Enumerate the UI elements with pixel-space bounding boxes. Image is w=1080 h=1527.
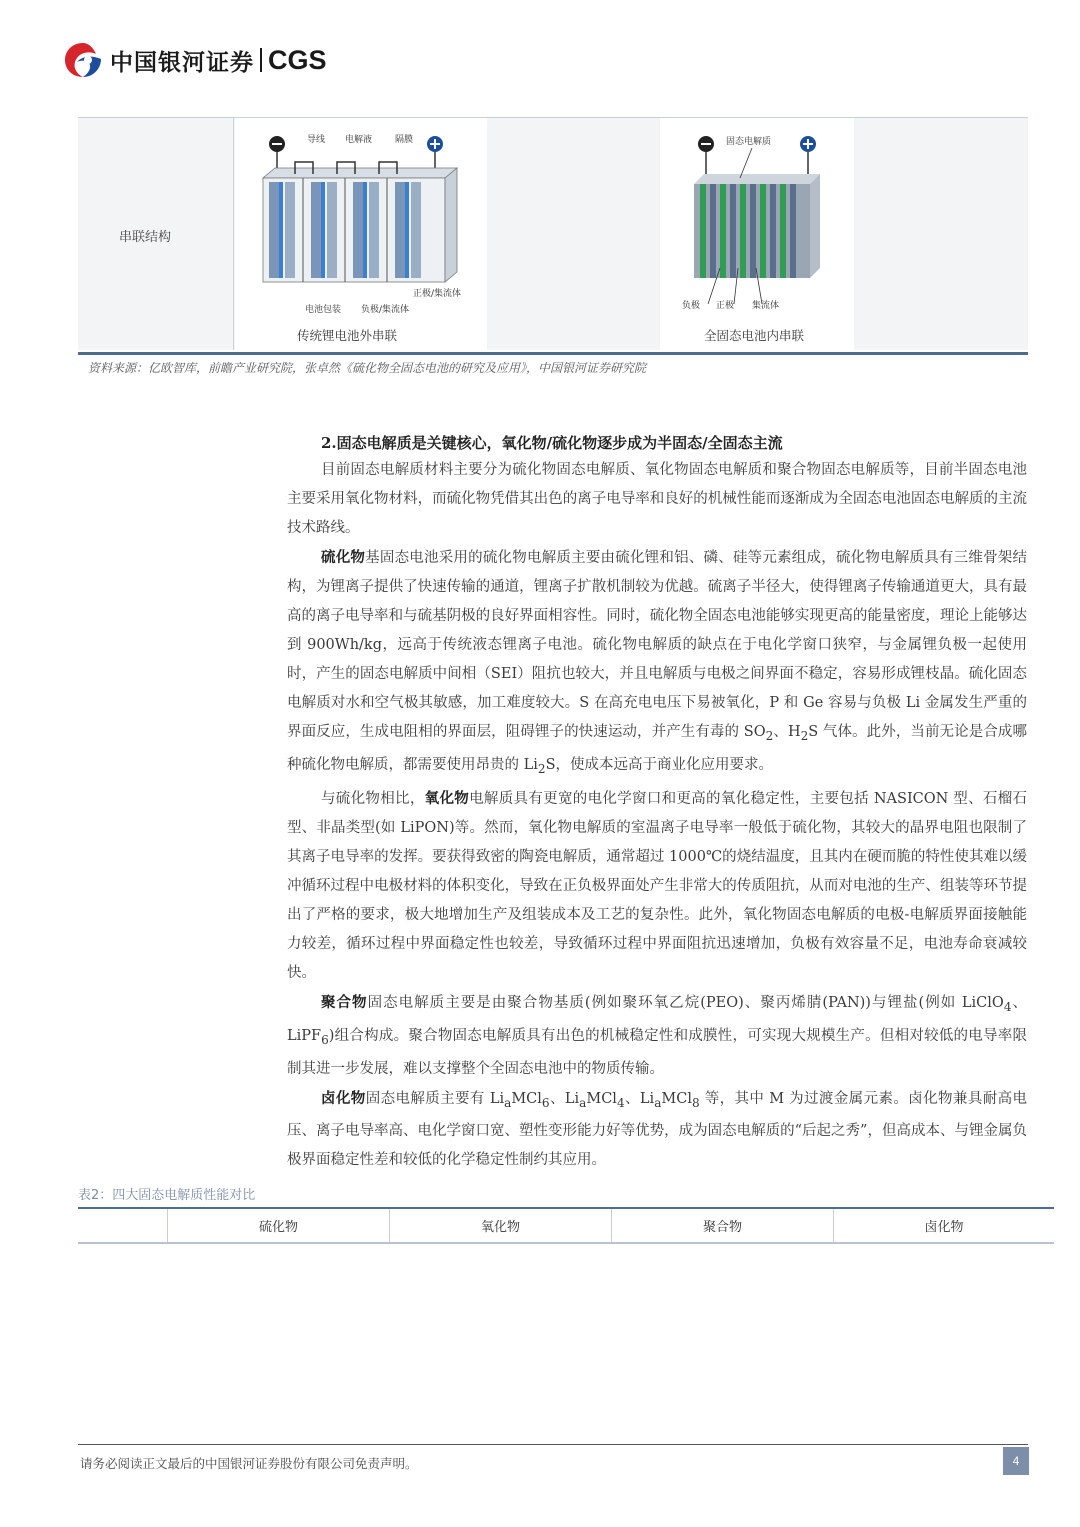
label-current-collector: 集流体 [752, 301, 780, 311]
label-solid-electrolyte: 固态电解质 [726, 137, 772, 147]
logo-chinese-text: 中国银河证券 [110, 49, 254, 76]
solid-state-battery-diagram [660, 118, 854, 350]
footer-divider [78, 1444, 1028, 1445]
figure-row-label-cell [78, 118, 233, 350]
right-diagram-caption: 全固态电池内串联 [704, 328, 805, 343]
label-anode: 负极 [682, 301, 701, 311]
paragraph-intro: 目前固态电解质材料主要分为硫化物固态电解质、氧化物固态电解质和聚合物固态电解质等，目前半固态电池主要采用氧化物材料，而硫化物凭借其出色的离子电导率和良好的机械性能而逐渐成为全固态电池固态电解质的主流技术路线。 [287, 462, 1027, 536]
label-wire: 导线 [307, 135, 326, 145]
label-electrolyte: 电解液 [345, 135, 373, 145]
section-body [287, 456, 1027, 1175]
section-heading: 2.固态电解质是关键核心，氧化物/硫化物逐步成为半固态/全固态主流 [321, 434, 783, 452]
paragraph-polymer: 聚合物固态电解质主要是由聚合物基质(例如聚环氧乙烷(PEO)、聚丙烯腈(PAN))与锂盐(例如 LiClO$_4$、LiPF$_6$)组合构成。聚合物固态电解质具有出色的机械稳定性和成膜性，可实现大规模生产。但相对较低的电导率限制其进一步发展，难以支撑整个全固态电池中的物质传输。 [287, 993, 1028, 1077]
comparison-table-header [78, 1207, 1054, 1244]
label-anode-collector: 负极/集流体 [361, 305, 410, 315]
paragraph-oxide: 与硫化物相比，氧化物电解质具有更宽的电化学窗口和更高的氧化稳定性，主要包括 NASICON 型、石榴石型、非晶类型(如 LiPON)等。然而，氧化物电解质的室温离子电导率一般低于硫化物，其较大的晶界电阻也限制了其离子电导率的发挥。要获得致密的陶瓷电解质，通常超过 1000℃的烧结温度，且其内在硬而脆的特性使其难以缓冲循环过程中电极材料的体积变化，导致在正负极界面处产生非常大的传质阻抗，从而对电池的生产、组装等环节提出了严格的要求，极大地增加生产及组装成本及工艺的复杂性。此外，氧化物固态电解质的电极-电解质界面接触能力较差，循环过程中界面稳定性也较差，导致循环过程中界面阻抗迅速增加，负极有效容量不足，电池寿命衰减较快。 [287, 789, 1028, 981]
label-package: 电池包装 [305, 305, 342, 315]
paragraph-halide: 卤化物固态电解质主要有 $Li_aMCl_6$、$Li_aMCl_4$、$Li_aMCl_8$ 等，其中 M 为过渡金属元素。卤化物兼具耐高电压、离子电导率高、电化学窗口宽、塑性变形能力好等优势，成为固态电解质的“后起之秀”，但高成本、与锂金属负极界面稳定性差和较低的化学稳定性制约其应用。 [287, 1089, 1027, 1169]
figure-divider [233, 118, 234, 350]
table-header-cell: 卤化物 [924, 1220, 964, 1235]
label-cathode-collector: 正极/集流体 [413, 289, 462, 299]
cgs-logo-icon [62, 40, 104, 80]
table-header-cell [78, 1209, 168, 1242]
footer-disclaimer: 请务必阅读正文最后的中国银河证券股份有限公司免责声明。 [80, 1456, 418, 1471]
solid-state-layers [694, 148, 820, 304]
label-cathode: 正极 [716, 301, 735, 311]
header-logo [62, 40, 327, 80]
table-header-cell: 聚合物 [612, 1209, 834, 1242]
page-number: 4 [1003, 1447, 1029, 1475]
battery-cells [263, 162, 457, 282]
figure-table [78, 117, 1028, 355]
figure-row-label: 串联结构 [119, 230, 172, 245]
table-header-cell: 硫化物 [168, 1209, 390, 1242]
table-header-cell: 氧化物 [390, 1209, 612, 1242]
table-caption: 表2：四大固态电解质性能对比 [78, 1188, 256, 1203]
logo-english-text: CGS [268, 44, 327, 75]
left-diagram-caption: 传统锂电池外串联 [297, 328, 398, 343]
label-separator: 隔膜 [395, 135, 414, 145]
figure-source: 资料来源：亿欧智库，前瞻产业研究院，张卓然《硫化物全固态电池的研究及应用》，中国银河证券研究院 [88, 361, 647, 375]
paragraph-sulfide: 硫化物基固态电池采用的硫化物电解质主要由硫化锂和铝、磷、硅等元素组成，硫化物电解质具有三维骨架结构，为锂离子提供了快速传输的通道，锂离子扩散机制较为优越。硫离子半径大，使得锂离子传输通道更大，具有最高的离子电导率和与硫基阴极的良好界面相容性。同时，硫化物全固态电池能够实现更高的能量密度，理论上能够达到 900Wh/kg，远高于传统液态锂离子电池。硫化物电解质的缺点在于电化学窗口狭窄，与金属锂负极一起使用时，产生的固态电解质中间相（SEI）阻抗也较大，并且电解质与电极之间界面不稳定，容易形成锂枝晶。硫化固态电解质对水和空气极其敏感，加工难度较大。S 在高充电电压下易被氧化，P 和 Ge 容易与负极 Li 金属发生严重的界面反应，生成电阻相的界面层，阻碍锂子的快速运动，并产生有毒的 $SO_2$、$H_2S$ 气体。此外，当前无论是合成哪种硫化物电解质，都需要使用昂贵的 $Li_2S$，使成本远高于商业化应用要求。 [287, 549, 1027, 776]
traditional-battery-diagram [235, 118, 487, 350]
logo-separator [260, 48, 262, 72]
